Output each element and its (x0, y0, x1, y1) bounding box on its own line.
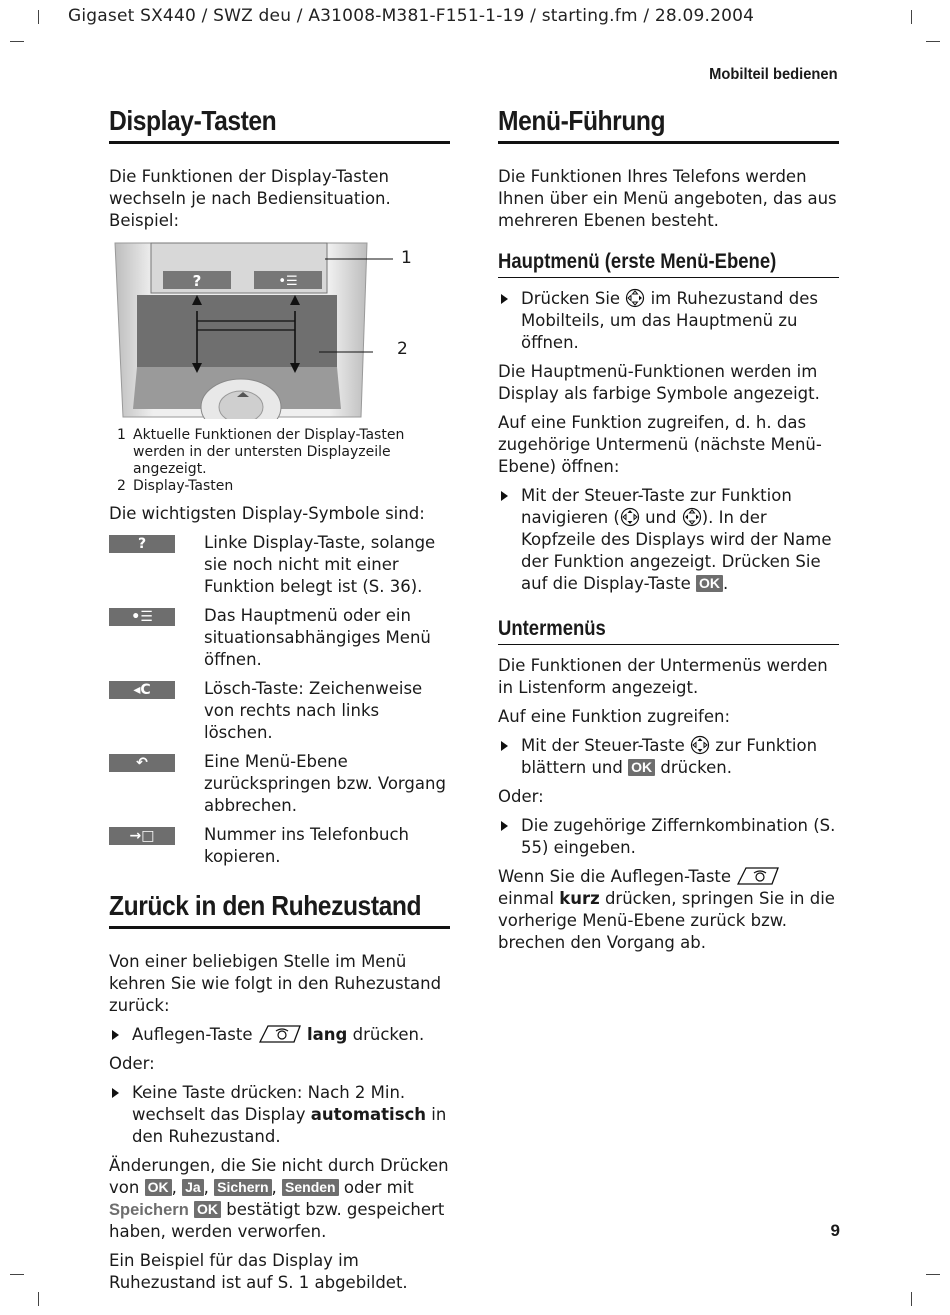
crop-mark (911, 1292, 912, 1306)
legend-item: 2 Display-Tasten (117, 478, 234, 494)
crop-mark (926, 41, 940, 42)
svg-text:?: ? (192, 272, 202, 290)
svg-text:•☰: •☰ (278, 274, 298, 289)
crop-mark (926, 1274, 940, 1275)
changes-note: Änderungen, die Sie nicht durch Drücken von OK , Ja , Sichern , Senden oder mit Speichern OK bestätigt bzw. gespeichert haben, werden verworfen. (109, 1156, 449, 1241)
crop-mark (10, 41, 24, 42)
control-key-right-icon (625, 288, 645, 308)
document-header: Gigaset SX440 / SWZ deu / A31008-M381-F151-1-19 / starting.fm / 28.09.2004 (68, 6, 755, 26)
section-title-display-keys: Display-Tasten (109, 105, 450, 144)
copy-to-phonebook-icon: →□ (109, 827, 175, 845)
crop-mark (911, 10, 912, 24)
menu-entry-speichern: Speichern (109, 1201, 189, 1219)
callout-2: 2 (397, 339, 408, 359)
hangup-key-icon (258, 1024, 302, 1044)
display-key-ok: OK (145, 1179, 172, 1196)
display-key-ja: Ja (182, 1179, 204, 1196)
submenus-p1: Die Funktionen der Untermenüs werden in Listenform angezeigt. (498, 656, 828, 697)
idle-bullet-auto: Keine Taste drücken: Nach 2 Min. wechselt das Display automatisch in den Ruhezustand. (109, 1082, 450, 1148)
handset-illustration (109, 239, 450, 419)
subsection-title-submenus: Untermenüs (498, 617, 839, 645)
question-icon: ? (109, 535, 175, 553)
or-label: Oder: (109, 1054, 155, 1073)
main-menu-bullet-navigate: Mit der Steuer-Taste zur Funktion navigieren ( und ). In der Kopfzeile des Displays wird der Name der Funktion angezeigt. Drücken Sie auf die Display-Taste OK . (498, 485, 839, 595)
submenus-p3: Wenn Sie die Auflegen-Taste einmal kurz drücken, springen Sie in die vorherige Menü-Ebene zurück bzw. brechen den Vorgang ab. (498, 867, 835, 952)
section-title-idle: Zurück in den Ruhezustand (109, 890, 450, 929)
control-key-leftright-icon (682, 507, 702, 527)
idle-example: Ein Beispiel für das Display im Ruhezustand ist auf S. 1 abgebildet. (109, 1251, 408, 1292)
symbol-row: →□ Nummer ins Telefonbuch kopieren. (109, 824, 450, 868)
main-menu-p2: Auf eine Funktion zugreifen, d. h. das zugehörige Untermenü (nächste Menü-Ebene) öffnen: (498, 413, 822, 476)
main-menu-bullet-open: Drücken Sie im Ruhezustand des Mobilteils, um das Hauptmenü zu öffnen. (498, 288, 839, 354)
display-key-ok: OK (628, 759, 655, 776)
submenus-p2: Auf eine Funktion zugreifen: (498, 707, 731, 726)
callout-1: 1 (401, 248, 412, 268)
subsection-title-main-menu: Hauptmenü (erste Menü-Ebene) (498, 250, 839, 278)
main-menu-p1: Die Hauptmenü-Funktionen werden im Display als farbige Symbole angezeigt. (498, 362, 820, 403)
display-key-senden: Senden (282, 1179, 339, 1196)
page-number: 9 (830, 1221, 840, 1240)
figure-legend (117, 427, 450, 495)
or-label: Oder: (498, 787, 544, 806)
symbol-row: ↶ Eine Menü-Ebene zurückspringen bzw. Vorgang abbrechen. (109, 751, 450, 817)
handset-figure (109, 239, 450, 419)
delete-icon: ◂C (109, 681, 175, 699)
running-head: Mobilteil bedienen (709, 66, 838, 83)
hangup-key-icon (736, 866, 780, 886)
right-column (498, 105, 839, 961)
crop-mark (38, 10, 39, 24)
symbol-row: •☰ Das Hauptmenü oder ein situationsabhängiges Menü öffnen. (109, 605, 450, 671)
symbols-intro: Die wichtigsten Display-Symbole sind: (109, 504, 425, 523)
submenus-bullet-scroll: Mit der Steuer-Taste zur Funktion blättern und OK drücken. (498, 735, 839, 779)
crop-mark (38, 1292, 39, 1306)
menu-icon: •☰ (109, 608, 175, 626)
submenus-bullet-digits: Die zugehörige Ziffernkombination (S. 55) eingeben. (498, 815, 839, 859)
display-key-ok: OK (194, 1201, 221, 1218)
symbol-row: ? Linke Display-Taste, solange sie noch nicht mit einer Funktion belegt ist (S. 36). (109, 532, 450, 598)
legend-item: 1 Aktuelle Funktionen der Display-Tasten werden in der untersten Displayzeile angezeigt. (117, 427, 405, 477)
display-key-sichern: Sichern (214, 1179, 271, 1196)
display-symbols-table (109, 532, 450, 868)
idle-intro: Von einer beliebigen Stelle im Menü kehren Sie wie folgt in den Ruhezustand zurück: (109, 952, 442, 1015)
section-title-menu: Menü-Führung (498, 105, 839, 144)
left-column (109, 105, 450, 1301)
control-key-updown-icon (690, 735, 710, 755)
display-key-ok: OK (696, 575, 723, 592)
symbol-row: ◂C Lösch-Taste: Zeichenweise von rechts nach links löschen. (109, 678, 450, 744)
idle-bullet-hangup: Auflegen-Taste lang drücken. (109, 1024, 450, 1046)
crop-mark (10, 1274, 24, 1275)
control-key-updown-icon (620, 507, 640, 527)
menu-intro: Die Funktionen Ihres Telefons werden Ihnen über ein Menü angeboten, das aus mehreren Ebenen besteht. (498, 167, 837, 230)
back-icon: ↶ (109, 754, 175, 772)
display-keys-intro: Die Funktionen der Display-Tasten wechseln je nach Bediensituation. Beispiel: (109, 167, 391, 230)
